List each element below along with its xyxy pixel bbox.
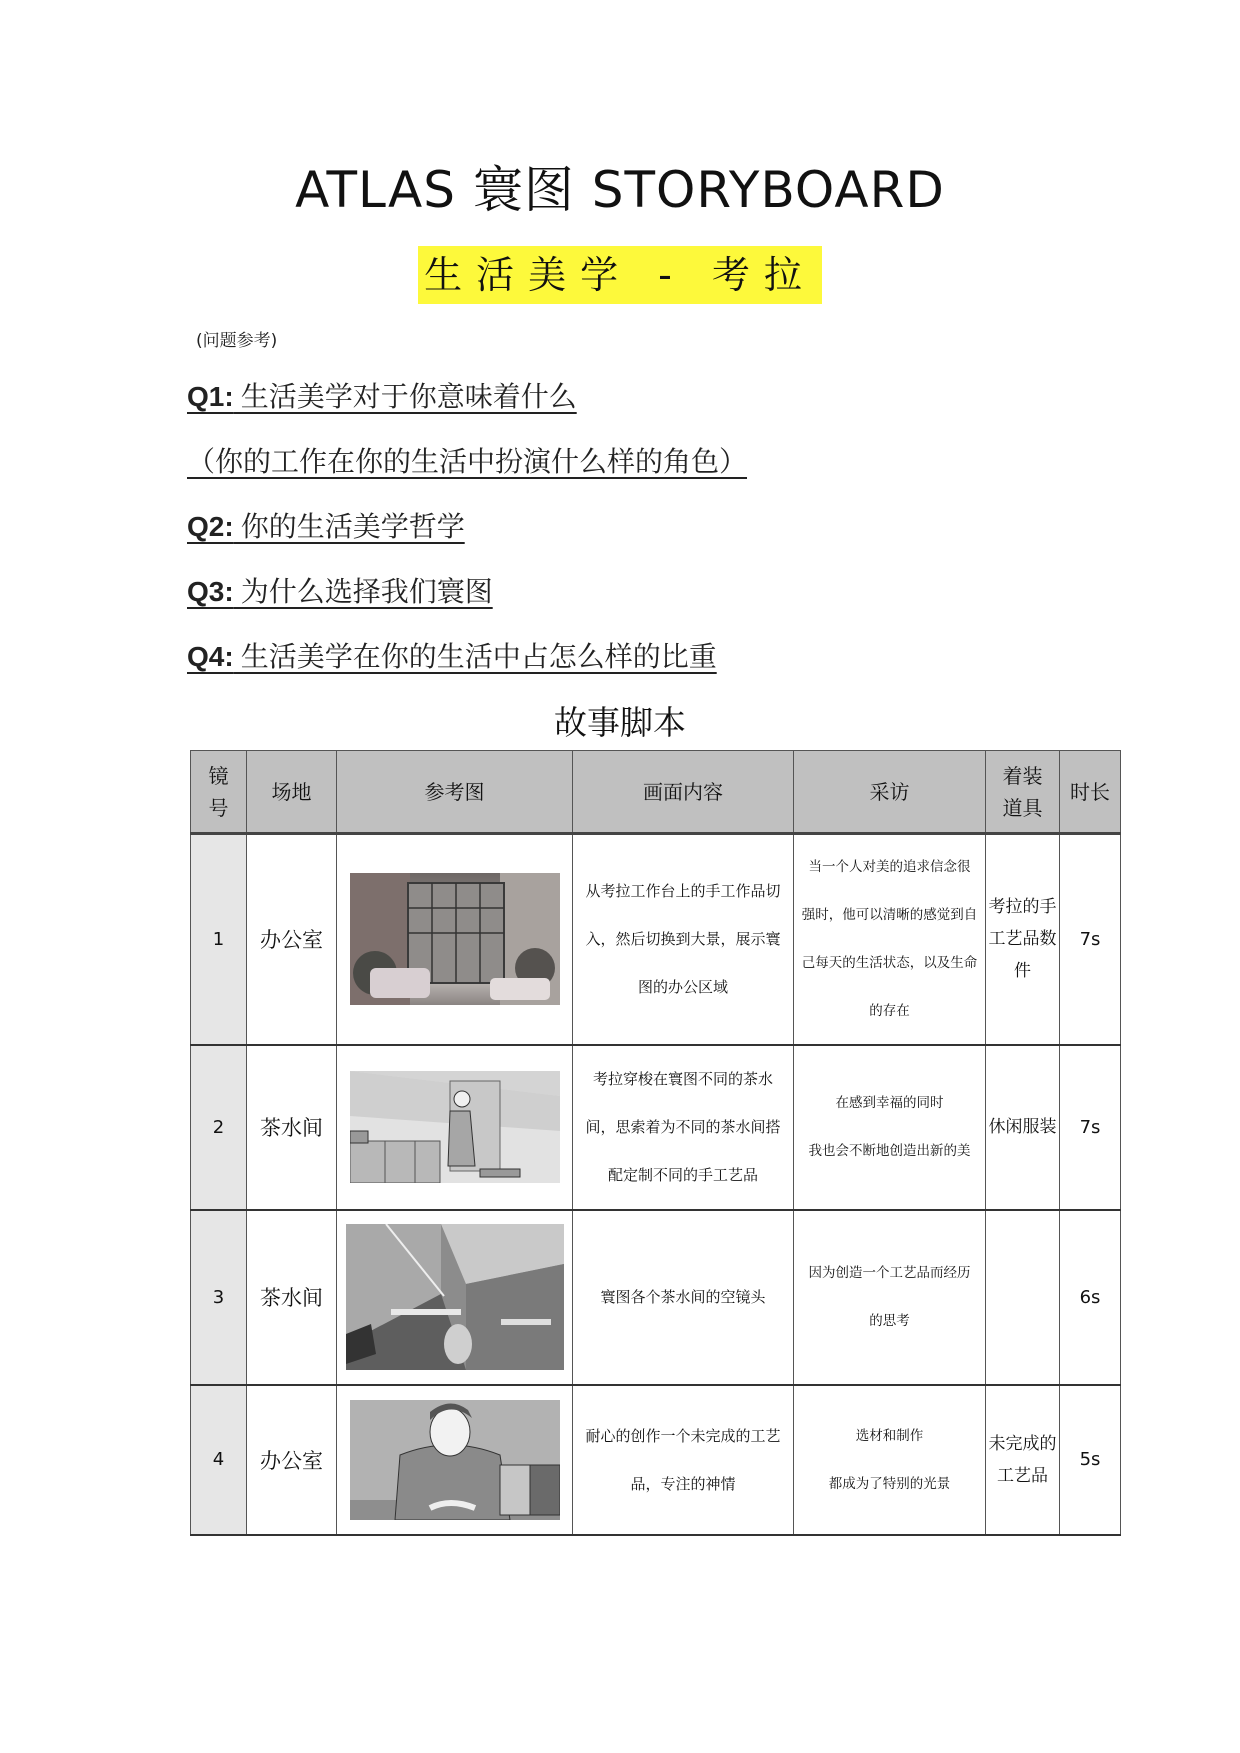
interview-text: 因为创造一个工艺品而经历 的思考 bbox=[794, 1210, 986, 1385]
table-row bbox=[191, 1210, 1121, 1385]
table-row bbox=[191, 1045, 1121, 1210]
location: 办公室 bbox=[247, 834, 337, 1045]
scene-content: 从考拉工作台上的手工作品切 入，然后切换到大景，展示寰 图的办公区域 bbox=[573, 834, 794, 1045]
question-text: 为什么选择我们寰图 bbox=[233, 577, 493, 608]
location: 茶水间 bbox=[247, 1045, 337, 1210]
props: 考拉的手 工艺品数 件 bbox=[986, 834, 1060, 1045]
props: 休闲服装 bbox=[986, 1045, 1060, 1210]
question-label: Q2: bbox=[187, 511, 234, 542]
table-row bbox=[191, 1385, 1121, 1535]
document-title: ATLAS 寰图 STORYBOARD bbox=[295, 161, 945, 219]
reference-image-cell bbox=[337, 1210, 573, 1385]
interview-text: 选材和制作 都成为了特别的光景 bbox=[794, 1385, 986, 1535]
document-subtitle: 生活美学 - 考拉 bbox=[418, 246, 822, 304]
man-crafting-sketch-image bbox=[350, 1400, 560, 1520]
column-header-props: 着装 道具 bbox=[986, 751, 1060, 834]
question-label: Q4: bbox=[187, 641, 234, 672]
duration: 7s bbox=[1060, 1045, 1121, 1210]
shot-number: 2 bbox=[191, 1045, 247, 1210]
question-1 bbox=[187, 375, 577, 415]
question-text: 生活美学在你的生活中占怎么样的比重 bbox=[233, 642, 717, 673]
question-label: Q3: bbox=[187, 576, 234, 607]
location: 茶水间 bbox=[247, 1210, 337, 1385]
storyboard-table bbox=[190, 750, 1121, 1536]
question-1-sub bbox=[187, 440, 747, 480]
column-header-shot-no: 镜 号 bbox=[191, 751, 247, 834]
duration: 6s bbox=[1060, 1210, 1121, 1385]
table-header-row bbox=[191, 751, 1121, 834]
question-4 bbox=[187, 635, 717, 675]
pantry-sketch-image bbox=[350, 1071, 560, 1183]
pantry-interior-image bbox=[346, 1224, 564, 1370]
question-text: 你的生活美学哲学 bbox=[233, 512, 465, 543]
shot-number: 3 bbox=[191, 1210, 247, 1385]
column-header-duration: 时长 bbox=[1060, 751, 1121, 834]
question-label: Q1: bbox=[187, 381, 234, 412]
interview-text: 当一个人对美的追求信念很 强时，他可以清晰的感觉到自 己每天的生活状态，以及生命 的存在 bbox=[794, 834, 986, 1045]
table-row bbox=[191, 834, 1121, 1045]
shot-number: 4 bbox=[191, 1385, 247, 1535]
scene-content: 考拉穿梭在寰图不同的茶水 间，思索着为不同的茶水间搭 配定制不同的手工艺品 bbox=[573, 1045, 794, 1210]
scene-content: 耐心的创作一个未完成的工艺 品，专注的神情 bbox=[573, 1385, 794, 1535]
reference-image-cell bbox=[337, 1045, 573, 1210]
duration: 7s bbox=[1060, 834, 1121, 1045]
question-reference-note: (问题参考) bbox=[196, 331, 278, 351]
column-header-location: 场地 bbox=[247, 751, 337, 834]
column-header-content: 画面内容 bbox=[573, 751, 794, 834]
props: 未完成的 工艺品 bbox=[986, 1385, 1060, 1535]
question-text: （你的工作在你的生活中扮演什么样的角色） bbox=[187, 447, 748, 478]
script-section-title: 故事脚本 bbox=[554, 703, 686, 742]
column-header-reference-image: 参考图 bbox=[337, 751, 573, 834]
interview-text: 在感到幸福的同时 我也会不断地创造出新的美 bbox=[794, 1045, 986, 1210]
question-text: 生活美学对于你意味着什么 bbox=[233, 382, 577, 413]
scene-content: 寰图各个茶水间的空镜头 bbox=[573, 1210, 794, 1385]
shot-number: 1 bbox=[191, 834, 247, 1045]
location: 办公室 bbox=[247, 1385, 337, 1535]
reference-image-cell bbox=[337, 834, 573, 1045]
question-2 bbox=[187, 505, 465, 545]
office-garden-image bbox=[350, 873, 560, 1005]
props bbox=[986, 1210, 1060, 1385]
reference-image-cell bbox=[337, 1385, 573, 1535]
duration: 5s bbox=[1060, 1385, 1121, 1535]
question-3 bbox=[187, 570, 493, 610]
column-header-interview: 采访 bbox=[794, 751, 986, 834]
